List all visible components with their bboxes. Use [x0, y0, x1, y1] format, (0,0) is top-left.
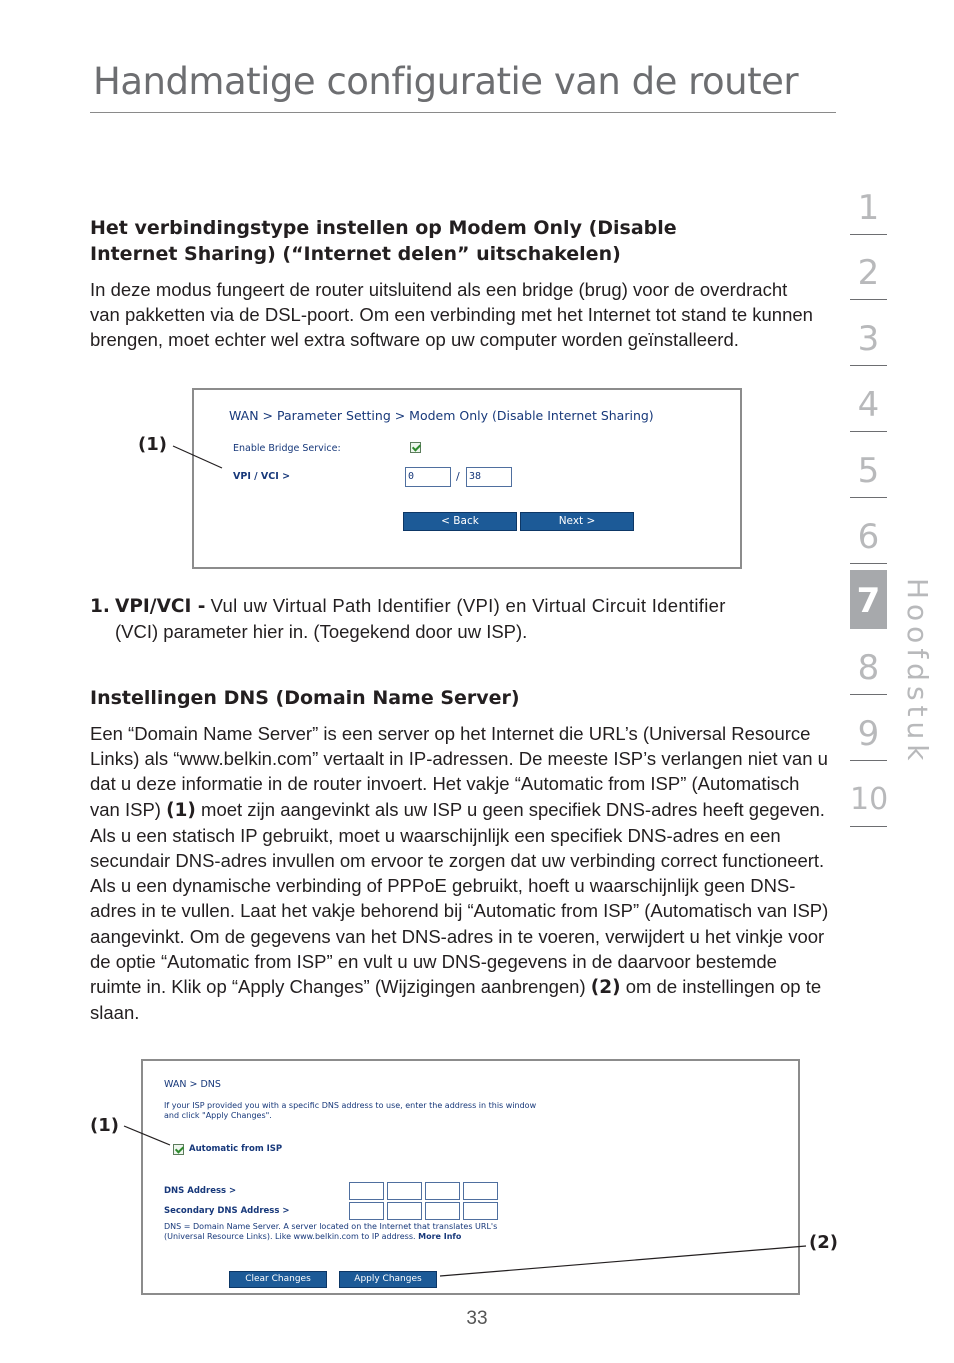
dns-screenshot: [141, 1059, 800, 1295]
chapter-9[interactable]: 9: [857, 714, 880, 754]
vci-input[interactable]: 38: [466, 467, 512, 487]
vpi-vci-label: VPI / VCI >: [233, 471, 291, 482]
chapter-2[interactable]: 2: [857, 253, 880, 293]
dns-note-line1: DNS = Domain Name Server. A server located on the Internet that translates URL's: [164, 1222, 498, 1231]
secondary-dns-octet-1[interactable]: [349, 1202, 384, 1220]
chapter-8[interactable]: 8: [857, 648, 880, 688]
dns-address-label: DNS Address >: [164, 1186, 237, 1196]
title-divider: [90, 112, 836, 113]
chapter-3[interactable]: 3: [857, 319, 880, 359]
chapter-label: Hoofdstuk: [901, 578, 934, 766]
automatic-from-isp-label: Automatic from ISP: [189, 1144, 283, 1154]
dns-octet-3[interactable]: [425, 1182, 460, 1200]
chapter-7-active[interactable]: 7: [850, 570, 887, 629]
back-button[interactable]: < Back: [403, 512, 517, 531]
chapter-divider: [850, 694, 887, 695]
chapter-5[interactable]: 5: [857, 451, 880, 491]
callout-1-screenshot2: (1): [90, 1115, 119, 1136]
section2-ref-2: (2): [590, 977, 621, 999]
callout-1-screenshot1: (1): [138, 434, 167, 455]
section2-body: [90, 721, 832, 1025]
modem-only-screenshot: [192, 388, 742, 569]
secondary-dns-octet-3[interactable]: [425, 1202, 460, 1220]
bridge-service-label: Enable Bridge Service:: [233, 443, 341, 454]
section2-ref-1: (1): [166, 799, 196, 821]
section2-heading: Instellingen DNS (Domain Name Server): [90, 687, 520, 709]
item1-number: 1.: [90, 596, 110, 617]
vpi-input[interactable]: 0: [405, 467, 451, 487]
bridge-service-checkbox[interactable]: [410, 442, 421, 453]
section2-body-part1: Een “Domain Name Server” is een server op het Internet die URL’s (Universal Resource Links) als “www.belkin.com” vertaalt in IP-adressen. De meeste ISP’s verlangen niet van u dat u deze informatie in de router invoert. Het vakje “Automatic from ISP” (Automatisch van ISP): [90, 723, 828, 820]
chapter-divider: [850, 234, 887, 235]
clear-changes-button[interactable]: Clear Changes: [229, 1271, 327, 1288]
dns-note-line2: [164, 1232, 461, 1241]
callout-2-screenshot2: (2): [809, 1232, 838, 1253]
secondary-dns-label: Secondary DNS Address >: [164, 1206, 290, 1216]
chapter-divider: [850, 563, 887, 564]
chapter-6[interactable]: 6: [857, 517, 880, 557]
screenshot1-breadcrumb: WAN > Parameter Setting > Modem Only (Disable Internet Sharing): [229, 408, 654, 423]
next-button[interactable]: Next >: [520, 512, 634, 531]
section2-body-part3: om de instellingen op te slaan.: [90, 976, 822, 1024]
section1-heading-line2: Internet Sharing) (“Internet delen” uitschakelen): [90, 243, 621, 265]
dns-note-line2-text: (Universal Resource Links). Like www.belkin.com to IP address.: [164, 1232, 416, 1241]
section2-body-part2: moet zijn aangevinkt als uw ISP u geen specifiek DNS-adres heeft gegeven. Als u een statisch IP gebruikt, moet u waarschijnlijk een specifiek DNS-adres en een secundair DNS-adres invullen om ervoor te zorgen dat uw verbinding correct functioneert. Als u een dynamische verbinding of PPPoE gebruikt, hoeft u waarschijnlijk geen DNS-adres in te vullen. Laat het vakje behorend bij “Automatic from ISP” (Automatisch van ISP) aangevinkt. Om de gegevens van het DNS-adres in te voeren, verwijdert u het vinkje voor de optie “Automatic from ISP” en vult u uw DNS-gegevens in de daarvoor bestemde ruimte in. Klik op “Apply Changes” (Wijzigingen aanbrengen): [90, 798, 829, 998]
vpi-vci-separator: /: [456, 470, 460, 483]
section1-heading-line1: Het verbindingstype instellen op Modem Only (Disable: [90, 217, 677, 239]
chapter-divider: [850, 826, 887, 827]
chapter-4[interactable]: 4: [857, 385, 880, 425]
page-title: Handmatige configuratie van de router: [93, 60, 799, 103]
callout-1-leader-line: [170, 440, 230, 472]
chapter-divider: [850, 760, 887, 761]
page-number: 33: [466, 1308, 488, 1329]
item1-term: VPI/VCI -: [115, 596, 206, 617]
item1-text-line1: Vul uw Virtual Path Identifier (VPI) en Virtual Circuit Identifier: [210, 595, 726, 616]
section1-body: In deze modus fungeert de router uitsluitend als een bridge (brug) voor de overdracht van pakketten via de DSL-poort. Om een verbinding met het Internet tot stand te kunnen brengen, moet echter wel extra software op uw computer worden geïnstalleerd.: [90, 279, 813, 351]
secondary-dns-octet-2[interactable]: [387, 1202, 422, 1220]
vpi-vci-description: [90, 593, 830, 644]
more-info-link[interactable]: More Info: [418, 1232, 462, 1241]
secondary-dns-octet-4[interactable]: [463, 1202, 498, 1220]
dns-intro-line2: and click "Apply Changes".: [164, 1111, 272, 1120]
chapter-divider: [850, 365, 887, 366]
automatic-from-isp-checkbox[interactable]: [173, 1144, 184, 1155]
dns-intro-line1: If your ISP provided you with a specific DNS address to use, enter the address in this window: [164, 1101, 537, 1110]
section1-heading: [90, 215, 820, 267]
chapter-divider: [850, 431, 887, 432]
item1-text-line2: (VCI) parameter hier in. (Toegekend door uw ISP).: [115, 621, 528, 643]
chapter-10[interactable]: 10: [850, 782, 889, 817]
dns-octet-4[interactable]: [463, 1182, 498, 1200]
chapter-divider: [850, 497, 887, 498]
apply-changes-button[interactable]: Apply Changes: [339, 1271, 437, 1288]
dns-octet-2[interactable]: [387, 1182, 422, 1200]
screenshot2-breadcrumb: WAN > DNS: [164, 1079, 221, 1090]
chapter-1[interactable]: 1: [857, 188, 880, 228]
dns-octet-1[interactable]: [349, 1182, 384, 1200]
chapter-divider: [850, 299, 887, 300]
